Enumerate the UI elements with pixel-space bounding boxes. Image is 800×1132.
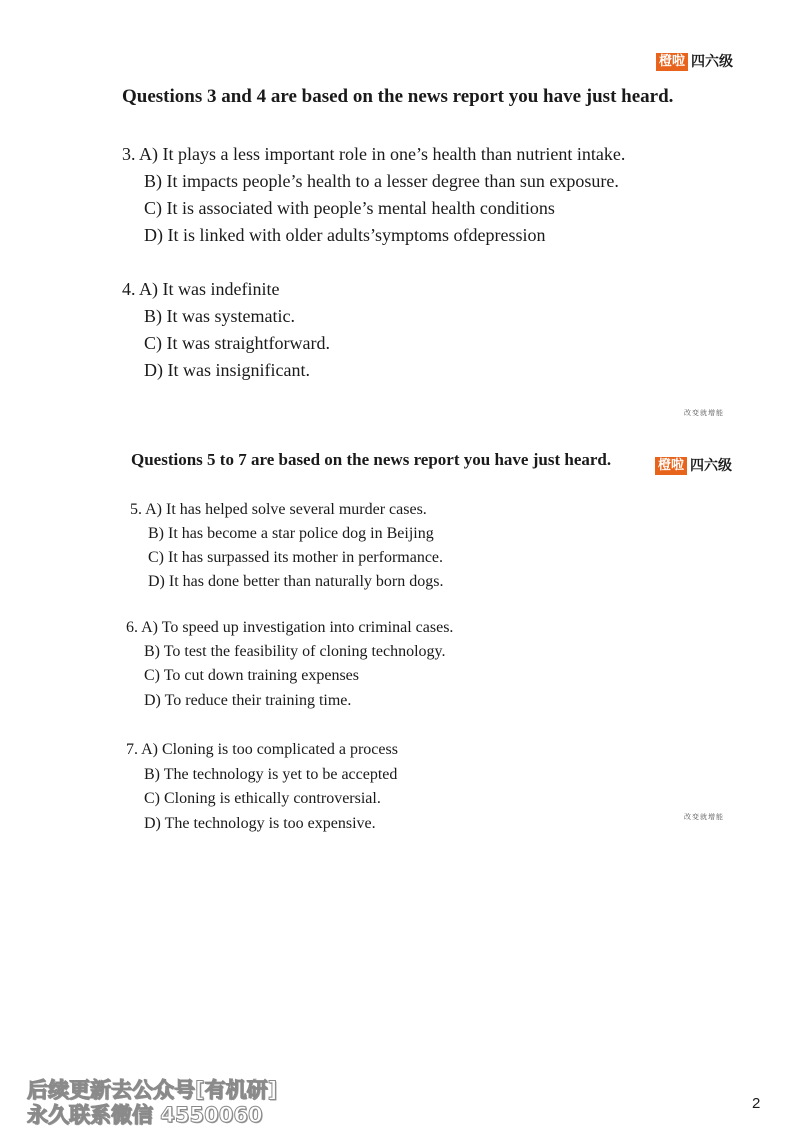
question-number: 5. (130, 501, 142, 518)
brand-level: 四六级 (691, 54, 734, 70)
question-number: 4. (122, 279, 136, 299)
question-4 (122, 279, 279, 300)
question-3 (122, 144, 625, 165)
brand-logo (656, 53, 733, 71)
option-c: C) To cut down training expenses (144, 667, 359, 684)
option-d: D) It was insignificant. (144, 360, 310, 380)
brand-tag: 橙啦 (656, 53, 688, 71)
option-c: C) Cloning is ethically controversial. (144, 790, 381, 807)
option-a: A) It has helped solve several murder cases. (145, 501, 427, 518)
question-number: 6. (126, 619, 138, 636)
option-a: A) It was indefinite (139, 279, 280, 299)
option-c: C) It was straightforward. (144, 333, 330, 353)
page-number: 2 (752, 1095, 761, 1112)
option-a: A) To speed up investigation into criminal cases. (141, 619, 454, 636)
section1-heading: Questions 3 and 4 are based on the news report you have just heard. (122, 86, 674, 107)
section1-mark: 改变就增能 (684, 409, 724, 417)
option-b: B) The technology is yet to be accepted (144, 766, 398, 783)
brand-tag: 橙啦 (655, 457, 687, 475)
question-number: 7. (126, 741, 138, 758)
section2-mark: 改变就增能 (684, 813, 724, 821)
question-5 (130, 501, 427, 519)
option-b: B) To test the feasibility of cloning technology. (144, 643, 446, 660)
option-d: D) To reduce their training time. (144, 692, 352, 709)
option-d: D) It is linked with older adults’symptoms ofdepression (144, 225, 546, 245)
option-d: D) It has done better than naturally born dogs. (148, 573, 444, 590)
section2-heading: Questions 5 to 7 are based on the news report you have just heard. (131, 450, 612, 469)
brand-logo-2 (655, 457, 732, 475)
question-7 (126, 741, 398, 759)
brand-level: 四六级 (690, 458, 733, 474)
watermark-line1: 后续更新去公众号[有机研] (27, 1078, 278, 1102)
option-b: B) It has become a star police dog in Beijing (148, 525, 434, 542)
option-a: A) It plays a less important role in one’s health than nutrient intake. (139, 144, 626, 164)
option-c: C) It is associated with people’s mental health conditions (144, 198, 555, 218)
option-c: C) It has surpassed its mother in performance. (148, 549, 444, 566)
option-b: B) It was systematic. (144, 306, 295, 326)
question-6 (126, 619, 453, 637)
option-b: B) It impacts people’s health to a lesser degree than sun exposure. (144, 171, 619, 191)
question-number: 3. (122, 144, 136, 164)
option-a: A) Cloning is too complicated a process (141, 741, 398, 758)
watermark-line2: 永久联系微信 4550060 (27, 1103, 263, 1127)
option-d: D) The technology is too expensive. (144, 815, 376, 832)
